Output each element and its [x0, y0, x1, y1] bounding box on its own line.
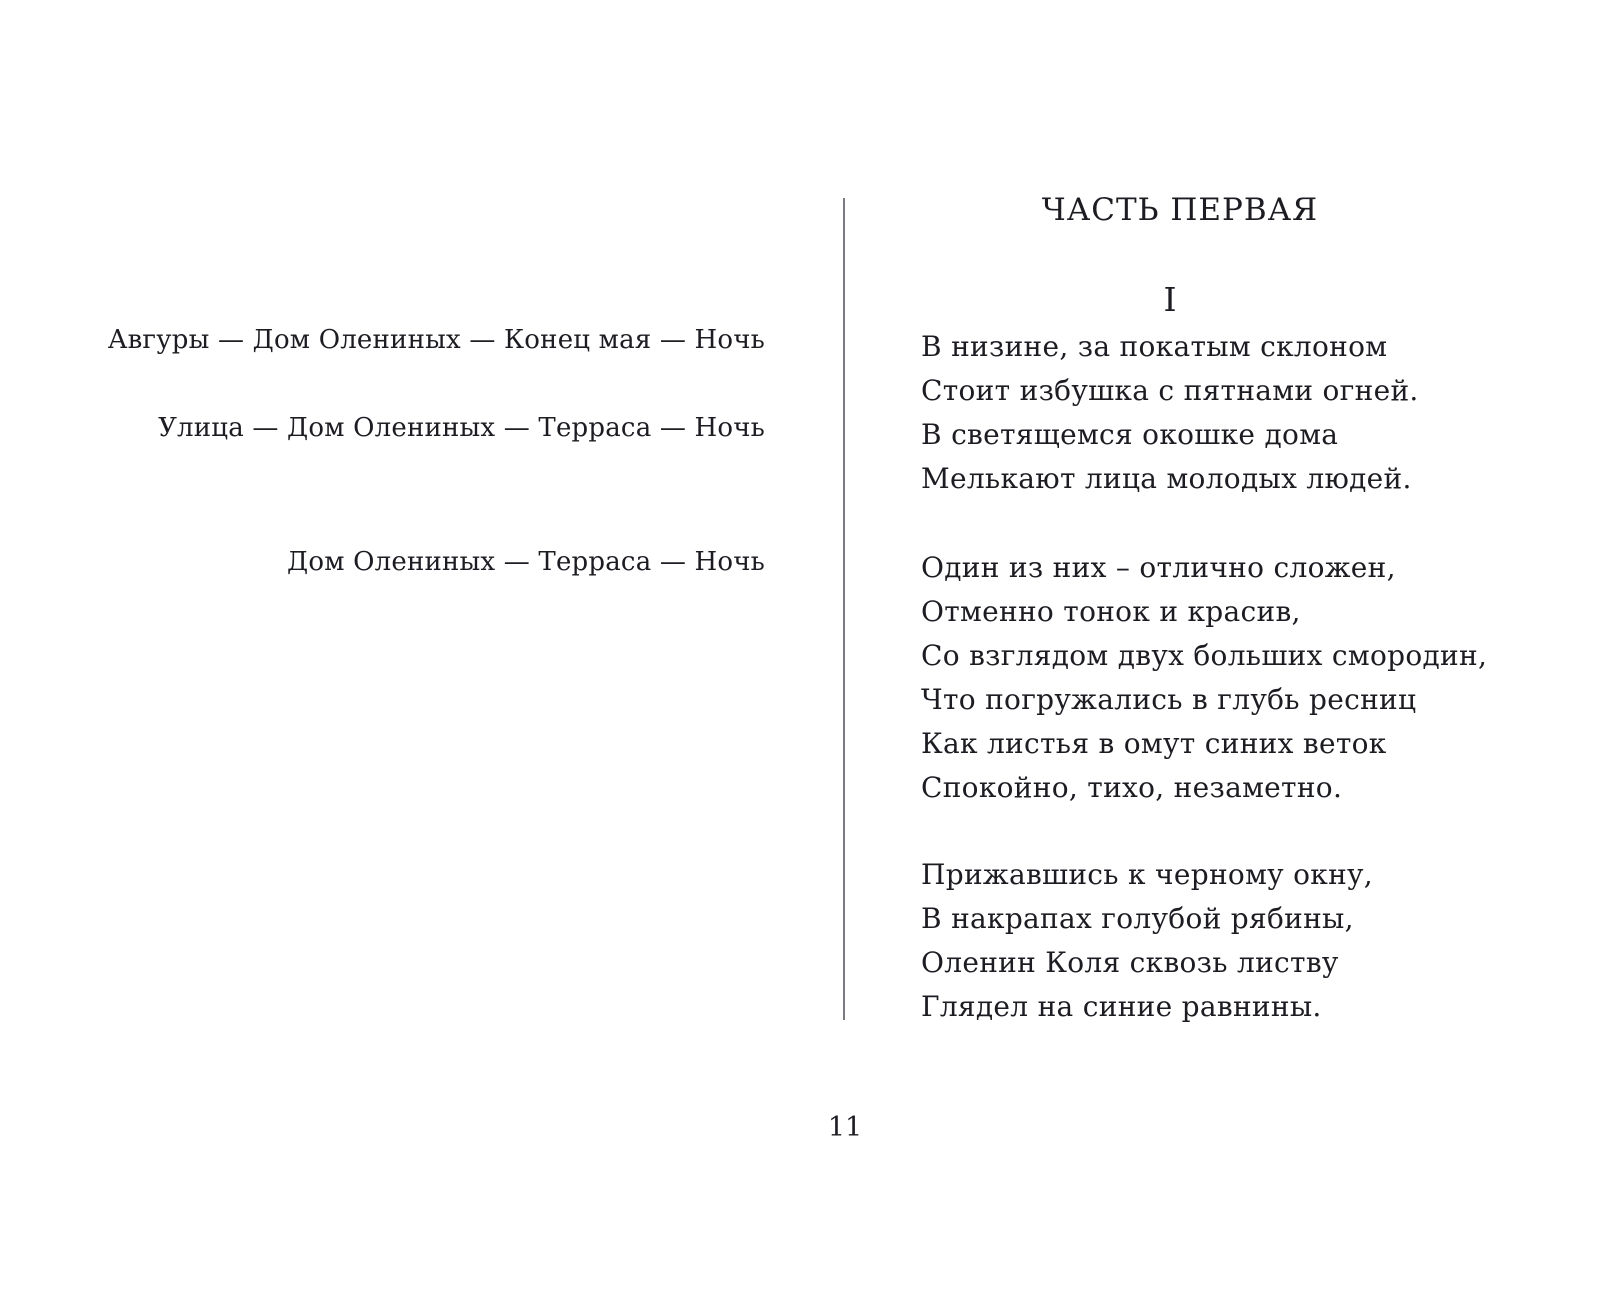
- poem-line: Один из них – отлично сложен,: [921, 551, 1396, 584]
- stage-direction-3: Дом Олениных — Терраса — Ночь: [287, 547, 765, 577]
- poem-line: Отменно тонок и красив,: [921, 595, 1301, 628]
- page-number: 11: [827, 1112, 863, 1143]
- poem-line: Глядел на синие равнины.: [921, 990, 1322, 1023]
- poem-line: Стоит избушка с пятнами огней.: [921, 374, 1419, 407]
- poem-line: Прижавшись к черному окну,: [921, 858, 1374, 891]
- poem-line: В накрапах голубой рябины,: [921, 902, 1354, 935]
- stanza-1: [921, 325, 1419, 501]
- part-title: ЧАСТЬ ПЕРВАЯ: [1041, 192, 1319, 228]
- chapter-number: I: [1163, 280, 1177, 319]
- stanza-3: [921, 853, 1373, 1029]
- poem-line: Спокойно, тихо, незаметно.: [921, 771, 1343, 804]
- poem-line: Со взглядом двух больших смородин,: [921, 639, 1488, 672]
- poem-line: Оленин Коля сквозь листву: [921, 946, 1339, 979]
- stage-direction-2: Улица — Дом Олениных — Терраса — Ночь: [158, 413, 765, 443]
- poem-line: В светящемся окошке дома: [921, 418, 1339, 451]
- poem-line: Мелькают лица молодых людей.: [921, 462, 1412, 495]
- stanza-2: [921, 546, 1487, 810]
- stage-direction-1: Авгуры — Дом Олениных — Конец мая — Ночь: [107, 325, 765, 355]
- poem-line: Что погружались в глубь ресниц: [921, 683, 1417, 716]
- poem-line: Как листья в омут синих веток: [921, 727, 1387, 760]
- page-divider: [843, 198, 845, 1020]
- poem-line: В низине, за покатым склоном: [921, 330, 1388, 363]
